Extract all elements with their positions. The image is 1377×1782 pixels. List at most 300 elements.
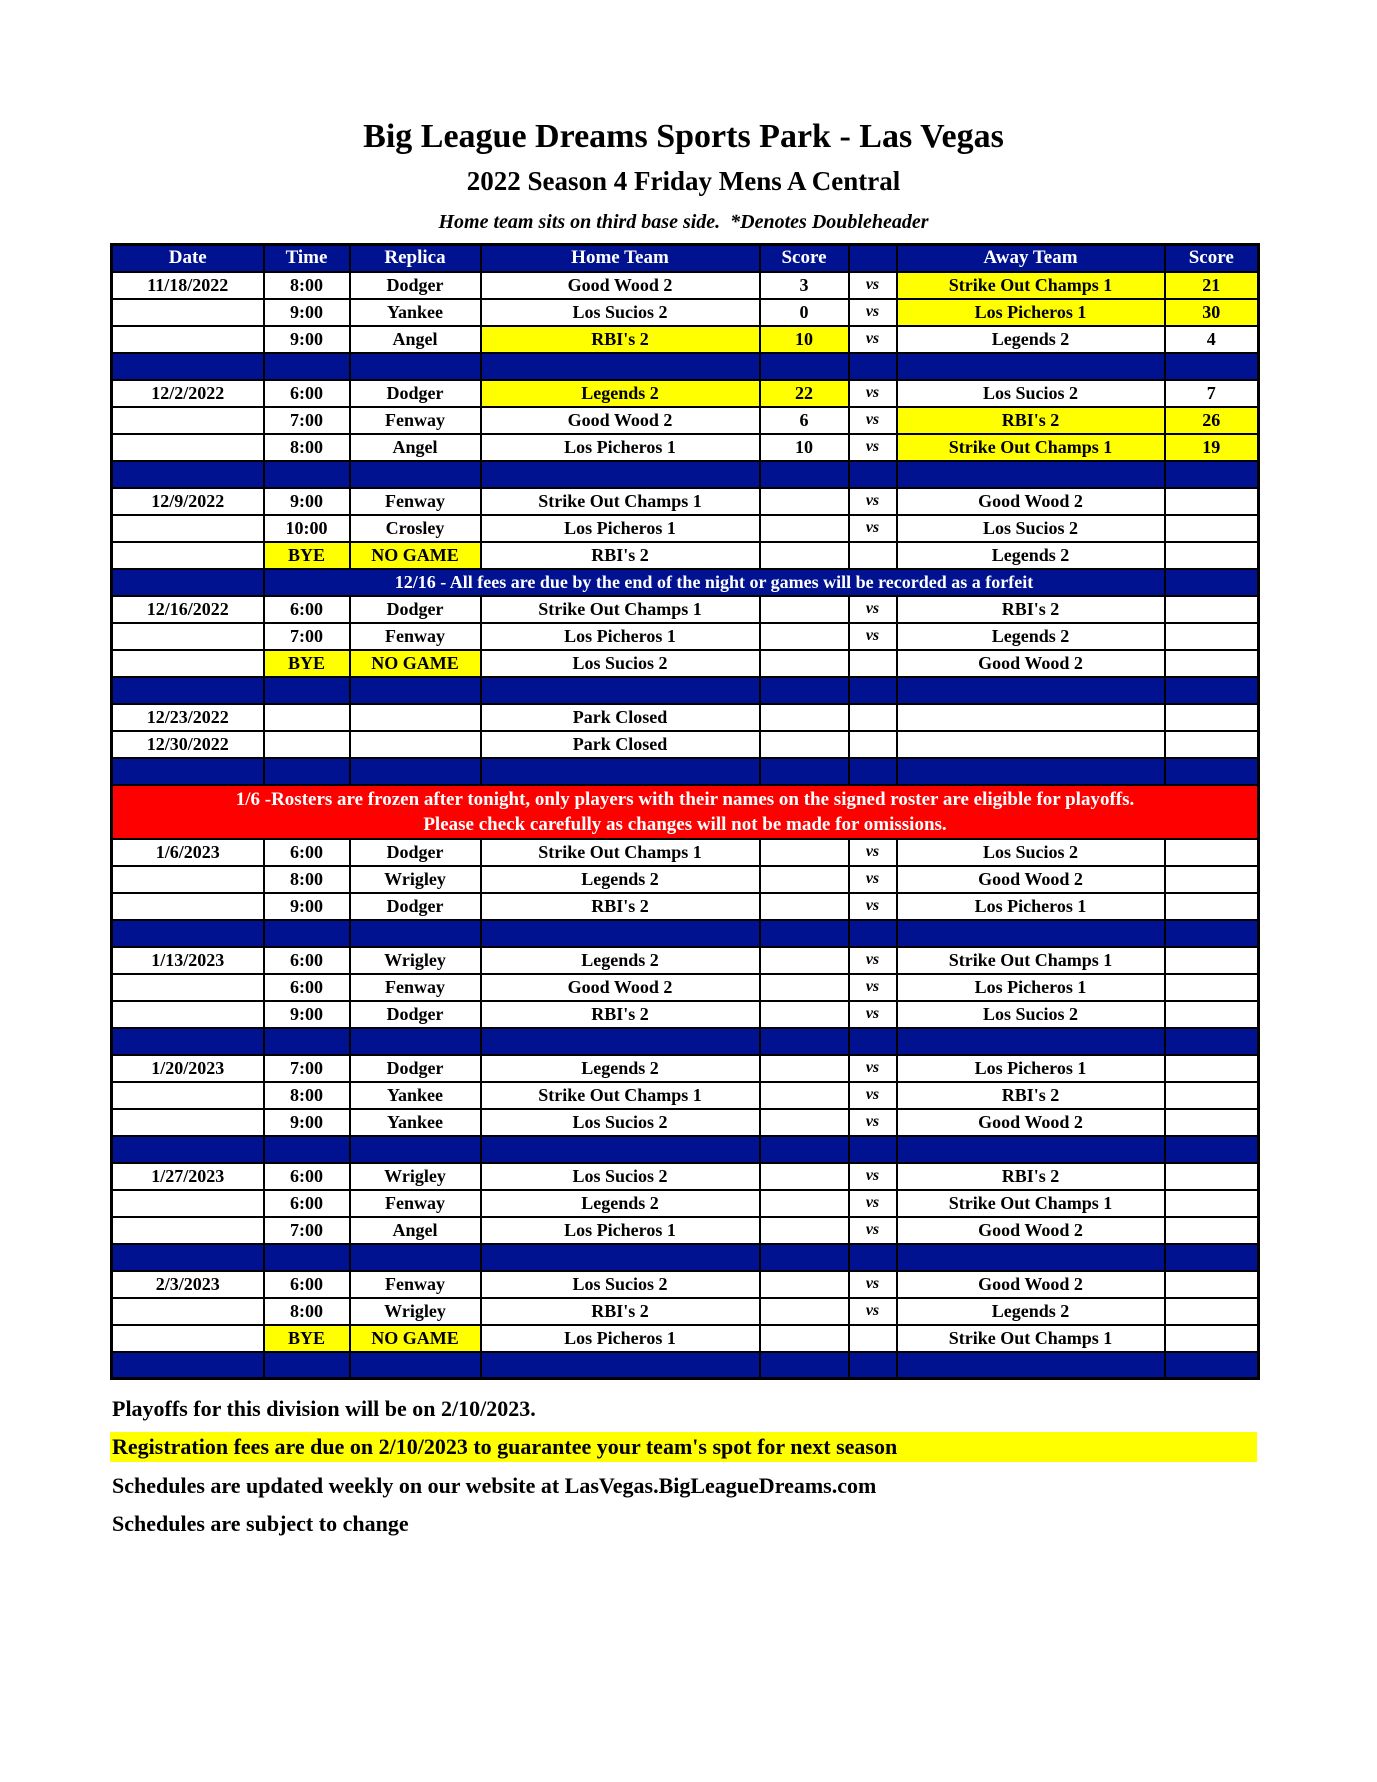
away-score-cell (1165, 1190, 1259, 1217)
replica-cell: Fenway (350, 407, 481, 434)
separator-cell (112, 758, 264, 785)
home-score-cell (760, 1298, 849, 1325)
away-team-cell: Legends 2 (897, 542, 1165, 569)
vs-cell: vs (849, 326, 897, 353)
away-team-cell: RBI's 2 (897, 1082, 1165, 1109)
away-team-cell: Good Wood 2 (897, 1217, 1165, 1244)
away-score-cell (1165, 623, 1259, 650)
game-row (112, 1163, 1259, 1190)
game-row (112, 299, 1259, 326)
notice-row (112, 569, 1259, 596)
time-cell: 9:00 (264, 1109, 350, 1136)
separator-cell (897, 1244, 1165, 1271)
away-score-cell (1165, 974, 1259, 1001)
home-score-cell (760, 1190, 849, 1217)
separator-cell (350, 461, 481, 488)
home-team-cell: Legends 2 (481, 866, 760, 893)
date-cell (112, 299, 264, 326)
away-team-cell: Good Wood 2 (897, 650, 1165, 677)
home-score-cell (760, 650, 849, 677)
separator-row (112, 1352, 1259, 1379)
replica-cell: Yankee (350, 1109, 481, 1136)
away-score-cell (1165, 1082, 1259, 1109)
bye-cell: BYE (264, 650, 350, 677)
separator-cell (849, 920, 897, 947)
home-score-cell (760, 1325, 849, 1352)
separator-cell (849, 1352, 897, 1379)
home-score-cell (760, 515, 849, 542)
page-subtitle: 2022 Season 4 Friday Mens A Central (466, 166, 901, 197)
park-closed-row (112, 731, 1259, 758)
schedule-table-body (112, 272, 1259, 1379)
date-cell (112, 650, 264, 677)
replica-cell (350, 704, 481, 731)
home-score-cell: 10 (760, 434, 849, 461)
vs-cell: vs (849, 488, 897, 515)
vs-cell: vs (849, 407, 897, 434)
home-team-cell: Strike Out Champs 1 (481, 1082, 760, 1109)
separator-cell (1165, 353, 1259, 380)
date-cell: 12/16/2022 (112, 596, 264, 623)
date-cell: 11/18/2022 (112, 272, 264, 299)
home-score-cell (760, 1109, 849, 1136)
col-header-replica: Replica (350, 245, 481, 272)
vs-cell: vs (849, 596, 897, 623)
vs-cell: vs (849, 1163, 897, 1190)
away-team-cell: Strike Out Champs 1 (897, 272, 1165, 299)
vs-cell (849, 650, 897, 677)
game-row (112, 407, 1259, 434)
separator-cell (350, 353, 481, 380)
date-cell (112, 407, 264, 434)
date-cell (112, 542, 264, 569)
vs-cell (849, 1325, 897, 1352)
date-cell (112, 893, 264, 920)
away-team-cell: Los Picheros 1 (897, 974, 1165, 1001)
col-header-away-score: Score (1165, 245, 1259, 272)
home-team-cell: Los Picheros 1 (481, 623, 760, 650)
time-cell: 7:00 (264, 1217, 350, 1244)
home-team-cell: RBI's 2 (481, 1001, 760, 1028)
park-closed-cell: Park Closed (481, 731, 760, 758)
separator-cell (897, 1352, 1165, 1379)
vs-cell: vs (849, 974, 897, 1001)
no-game-cell: NO GAME (350, 1325, 481, 1352)
game-row (112, 272, 1259, 299)
replica-cell: Dodger (350, 596, 481, 623)
separator-cell (1165, 758, 1259, 785)
replica-cell (350, 731, 481, 758)
game-row (112, 1082, 1259, 1109)
away-score-cell (1165, 488, 1259, 515)
vs-cell: vs (849, 1190, 897, 1217)
time-cell: 10:00 (264, 515, 350, 542)
away-score-cell (1165, 731, 1259, 758)
separator-cell (112, 1352, 264, 1379)
separator-cell (897, 920, 1165, 947)
away-team-cell: Los Picheros 1 (897, 893, 1165, 920)
separator-cell (112, 353, 264, 380)
away-score-cell: 30 (1165, 299, 1259, 326)
separator-cell (760, 758, 849, 785)
separator-cell (264, 1352, 350, 1379)
home-score-cell: 0 (760, 299, 849, 326)
replica-cell: Wrigley (350, 1163, 481, 1190)
vs-cell: vs (849, 299, 897, 326)
footer-registration-line: Registration fees are due on 2/10/2023 to guarantee your team's spot for next season (110, 1432, 1257, 1461)
vs-cell: vs (849, 1001, 897, 1028)
vs-cell: vs (849, 1055, 897, 1082)
game-row (112, 1190, 1259, 1217)
away-team-cell: Strike Out Champs 1 (897, 1190, 1165, 1217)
away-score-cell (1165, 650, 1259, 677)
separator-cell (897, 461, 1165, 488)
separator-cell (481, 1136, 760, 1163)
away-team-cell: Los Sucios 2 (897, 839, 1165, 866)
away-score-cell (1165, 866, 1259, 893)
replica-cell: Fenway (350, 1271, 481, 1298)
home-team-cell: Good Wood 2 (481, 974, 760, 1001)
table-header-row (112, 245, 1259, 272)
separator-cell (1165, 461, 1259, 488)
col-header-home-score: Score (760, 245, 849, 272)
time-cell: 9:00 (264, 488, 350, 515)
separator-cell (481, 353, 760, 380)
away-score-cell (1165, 947, 1259, 974)
page-header (110, 118, 1257, 234)
home-team-cell: Legends 2 (481, 1190, 760, 1217)
date-cell: 1/13/2023 (112, 947, 264, 974)
home-team-cell: Los Sucios 2 (481, 650, 760, 677)
game-row (112, 515, 1259, 542)
home-score-cell (760, 893, 849, 920)
separator-cell (350, 1136, 481, 1163)
separator-row (112, 677, 1259, 704)
away-team-cell: Legends 2 (897, 326, 1165, 353)
separator-cell (264, 920, 350, 947)
home-team-cell: Strike Out Champs 1 (481, 596, 760, 623)
home-team-cell: RBI's 2 (481, 542, 760, 569)
time-cell: 6:00 (264, 380, 350, 407)
away-score-cell (1165, 1055, 1259, 1082)
game-row (112, 1271, 1259, 1298)
separator-cell (264, 1244, 350, 1271)
away-score-cell (1165, 542, 1259, 569)
home-score-cell (760, 839, 849, 866)
home-team-cell: Legends 2 (481, 380, 760, 407)
separator-cell (1165, 1244, 1259, 1271)
home-score-cell (760, 1055, 849, 1082)
date-cell (112, 515, 264, 542)
separator-cell (481, 1028, 760, 1055)
home-score-cell (760, 1082, 849, 1109)
away-team-cell: Los Sucios 2 (897, 515, 1165, 542)
away-team-cell: Good Wood 2 (897, 1109, 1165, 1136)
away-team-cell: RBI's 2 (897, 596, 1165, 623)
time-cell: 8:00 (264, 1082, 350, 1109)
date-cell: 1/27/2023 (112, 1163, 264, 1190)
time-cell (264, 704, 350, 731)
home-score-cell (760, 974, 849, 1001)
home-team-cell: RBI's 2 (481, 893, 760, 920)
home-score-cell (760, 731, 849, 758)
away-team-cell: Good Wood 2 (897, 866, 1165, 893)
game-row (112, 380, 1259, 407)
game-row (112, 1298, 1259, 1325)
replica-cell: Fenway (350, 623, 481, 650)
separator-cell (1165, 920, 1259, 947)
replica-cell: Angel (350, 434, 481, 461)
separator-cell (350, 920, 481, 947)
separator-cell (849, 1136, 897, 1163)
replica-cell: Wrigley (350, 947, 481, 974)
separator-cell (112, 1136, 264, 1163)
away-score-cell (1165, 596, 1259, 623)
home-score-cell (760, 596, 849, 623)
home-team-cell: Good Wood 2 (481, 272, 760, 299)
home-team-cell: Los Sucios 2 (481, 1109, 760, 1136)
separator-cell (1165, 1352, 1259, 1379)
replica-cell: Fenway (350, 488, 481, 515)
bye-cell: BYE (264, 1325, 350, 1352)
col-header-vs (849, 245, 897, 272)
separator-cell (112, 677, 264, 704)
col-header-home-team: Home Team (481, 245, 760, 272)
separator-cell (849, 1244, 897, 1271)
separator-cell (112, 461, 264, 488)
date-cell (112, 1001, 264, 1028)
home-score-cell (760, 1163, 849, 1190)
col-header-date: Date (112, 245, 264, 272)
roster-alert-line: Please check carefully as changes will not be made for omissions. (423, 813, 947, 835)
replica-cell: Dodger (350, 1055, 481, 1082)
separator-cell (350, 1244, 481, 1271)
away-score-cell (1165, 569, 1259, 596)
vs-cell: vs (849, 1217, 897, 1244)
separator-cell (849, 461, 897, 488)
date-cell (112, 623, 264, 650)
away-score-cell (1165, 1163, 1259, 1190)
home-team-cell: Los Picheros 1 (481, 1325, 760, 1352)
date-cell: 1/20/2023 (112, 1055, 264, 1082)
game-row (112, 623, 1259, 650)
date-cell (112, 866, 264, 893)
separator-cell (849, 758, 897, 785)
home-score-cell: 3 (760, 272, 849, 299)
separator-row (112, 353, 1259, 380)
home-score-cell (760, 623, 849, 650)
home-score-cell (760, 1217, 849, 1244)
separator-row (112, 920, 1259, 947)
replica-cell: Dodger (350, 272, 481, 299)
separator-cell (481, 677, 760, 704)
game-row (112, 434, 1259, 461)
home-score-cell (760, 704, 849, 731)
time-cell: 6:00 (264, 596, 350, 623)
separator-cell (350, 1028, 481, 1055)
time-cell: 9:00 (264, 299, 350, 326)
vs-cell: vs (849, 1298, 897, 1325)
col-header-time: Time (264, 245, 350, 272)
game-row (112, 542, 1259, 569)
park-closed-cell: Park Closed (481, 704, 760, 731)
away-team-cell (897, 731, 1165, 758)
away-team-cell: Legends 2 (897, 1298, 1165, 1325)
replica-cell: Wrigley (350, 1298, 481, 1325)
separator-row (112, 1244, 1259, 1271)
separator-cell (264, 758, 350, 785)
home-team-cell: Strike Out Champs 1 (481, 488, 760, 515)
away-score-cell (1165, 1271, 1259, 1298)
date-cell: 2/3/2023 (112, 1271, 264, 1298)
time-cell: 8:00 (264, 1298, 350, 1325)
separator-cell (897, 677, 1165, 704)
separator-cell (350, 1352, 481, 1379)
date-cell: 1/6/2023 (112, 839, 264, 866)
separator-cell (760, 677, 849, 704)
away-team-cell: Good Wood 2 (897, 488, 1165, 515)
game-row (112, 1217, 1259, 1244)
replica-cell: Dodger (350, 1001, 481, 1028)
bye-cell: BYE (264, 542, 350, 569)
home-team-cell: Los Sucios 2 (481, 1163, 760, 1190)
time-cell: 9:00 (264, 1001, 350, 1028)
away-score-cell: 4 (1165, 326, 1259, 353)
separator-cell (481, 461, 760, 488)
away-team-cell: Strike Out Champs 1 (897, 434, 1165, 461)
date-cell (112, 326, 264, 353)
schedule-table (110, 243, 1260, 1380)
date-cell (112, 1217, 264, 1244)
away-team-cell: Legends 2 (897, 623, 1165, 650)
vs-cell (849, 542, 897, 569)
home-score-cell (760, 1271, 849, 1298)
vs-cell: vs (849, 1082, 897, 1109)
separator-cell (350, 677, 481, 704)
away-score-cell: 7 (1165, 380, 1259, 407)
vs-cell: vs (849, 1271, 897, 1298)
separator-cell (897, 1136, 1165, 1163)
game-row (112, 488, 1259, 515)
home-score-cell: 10 (760, 326, 849, 353)
game-row (112, 1109, 1259, 1136)
separator-cell (481, 1244, 760, 1271)
separator-cell (112, 1244, 264, 1271)
replica-cell: Angel (350, 326, 481, 353)
separator-cell (760, 920, 849, 947)
away-team-cell: Strike Out Champs 1 (897, 1325, 1165, 1352)
game-row (112, 1325, 1259, 1352)
time-cell: 9:00 (264, 893, 350, 920)
game-row (112, 596, 1259, 623)
replica-cell: Dodger (350, 839, 481, 866)
replica-cell: Fenway (350, 1190, 481, 1217)
time-cell: 6:00 (264, 974, 350, 1001)
home-score-cell (760, 866, 849, 893)
time-cell (264, 731, 350, 758)
home-score-cell (760, 1001, 849, 1028)
replica-cell: Yankee (350, 1082, 481, 1109)
game-row (112, 974, 1259, 1001)
away-score-cell: 21 (1165, 272, 1259, 299)
replica-cell: Dodger (350, 380, 481, 407)
vs-cell: vs (849, 893, 897, 920)
away-team-cell (897, 704, 1165, 731)
away-team-cell: RBI's 2 (897, 1163, 1165, 1190)
home-team-cell: Los Sucios 2 (481, 299, 760, 326)
vs-cell: vs (849, 434, 897, 461)
separator-cell (264, 461, 350, 488)
separator-cell (897, 758, 1165, 785)
game-row (112, 839, 1259, 866)
home-score-cell (760, 542, 849, 569)
home-team-cell: RBI's 2 (481, 1298, 760, 1325)
vs-cell: vs (849, 623, 897, 650)
time-cell: 8:00 (264, 272, 350, 299)
date-cell (112, 569, 264, 596)
home-score-cell (760, 947, 849, 974)
page-note: Home team sits on third base side. *Denotes Doubleheader (438, 211, 929, 234)
time-cell: 6:00 (264, 1190, 350, 1217)
home-score-cell: 22 (760, 380, 849, 407)
away-score-cell: 19 (1165, 434, 1259, 461)
separator-row (112, 461, 1259, 488)
away-score-cell (1165, 1109, 1259, 1136)
away-score-cell (1165, 1217, 1259, 1244)
roster-alert-line: 1/6 -Rosters are frozen after tonight, only players with their names on the signed roster are eligible for playoffs. (235, 788, 1135, 810)
col-header-away-team: Away Team (897, 245, 1165, 272)
footer-website-line: Schedules are updated weekly on our website at LasVegas.BigLeagueDreams.com (112, 1472, 877, 1498)
away-team-cell: Los Sucios 2 (897, 1001, 1165, 1028)
game-row (112, 650, 1259, 677)
separator-cell (481, 1352, 760, 1379)
separator-cell (760, 1028, 849, 1055)
home-score-cell: 6 (760, 407, 849, 434)
away-team-cell: Los Sucios 2 (897, 380, 1165, 407)
roster-alert-row (112, 785, 1259, 839)
page-title: Big League Dreams Sports Park - Las Vegas (363, 118, 1004, 155)
away-score-cell (1165, 893, 1259, 920)
vs-cell: vs (849, 866, 897, 893)
home-team-cell: RBI's 2 (481, 326, 760, 353)
game-row (112, 866, 1259, 893)
home-team-cell: Strike Out Champs 1 (481, 839, 760, 866)
away-score-cell (1165, 839, 1259, 866)
time-cell: 7:00 (264, 407, 350, 434)
date-cell (112, 1325, 264, 1352)
home-team-cell: Legends 2 (481, 1055, 760, 1082)
away-score-cell (1165, 1325, 1259, 1352)
separator-row (112, 758, 1259, 785)
separator-cell (264, 677, 350, 704)
time-cell: 8:00 (264, 434, 350, 461)
separator-cell (350, 758, 481, 785)
separator-row (112, 1136, 1259, 1163)
footer (110, 1394, 1257, 1538)
separator-cell (1165, 1028, 1259, 1055)
away-score-cell (1165, 515, 1259, 542)
date-cell (112, 974, 264, 1001)
vs-cell (849, 731, 897, 758)
vs-cell: vs (849, 380, 897, 407)
home-score-cell (760, 488, 849, 515)
footer-disclaimer-line: Schedules are subject to change (112, 1510, 409, 1536)
separator-cell (849, 677, 897, 704)
away-team-cell: Los Picheros 1 (897, 299, 1165, 326)
time-cell: 6:00 (264, 947, 350, 974)
away-team-cell: Los Picheros 1 (897, 1055, 1165, 1082)
home-team-cell: Los Picheros 1 (481, 1217, 760, 1244)
